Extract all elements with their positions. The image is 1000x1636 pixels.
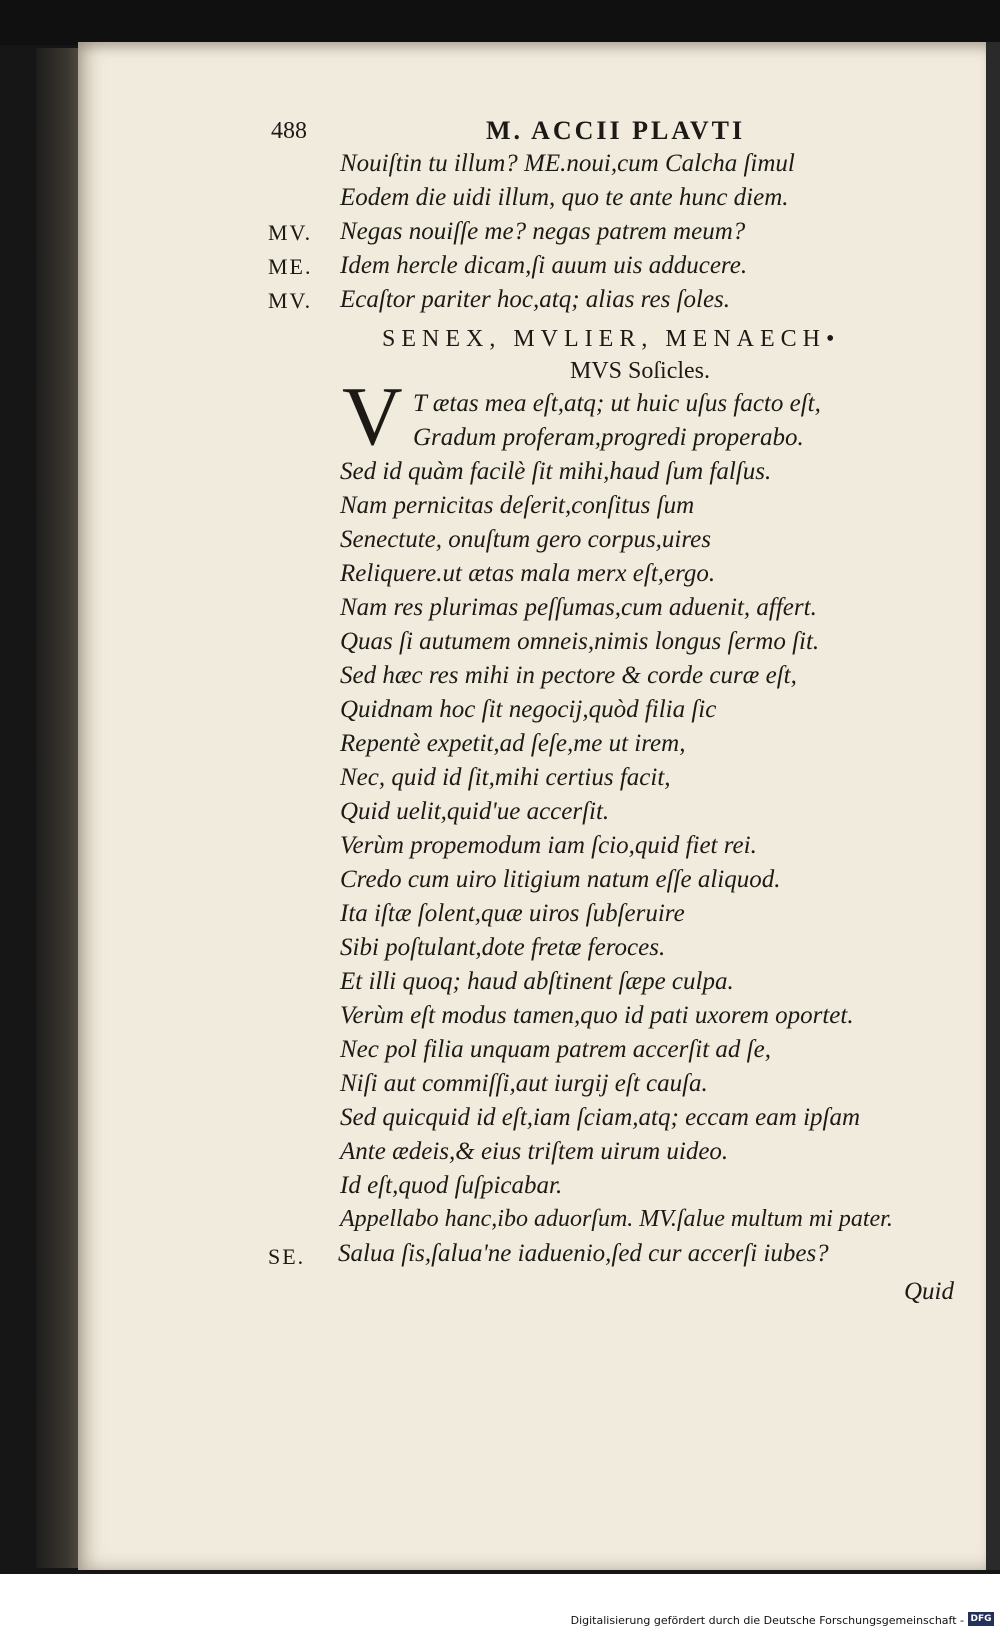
text-line: Negas nouiſſe me? negas patrem meum? xyxy=(340,218,746,245)
verse-line: Nec pol filia unquam patrem accerſit ad ſe, xyxy=(340,1036,771,1063)
text-line: Idem hercle dicam,ſi auum uis adducere. xyxy=(340,252,748,279)
catchword: Quid xyxy=(904,1278,954,1305)
drop-cap: V xyxy=(342,370,403,463)
verse-line: Verùm propemodum iam ſcio,quid fiet rei. xyxy=(340,832,757,859)
verse-line: Nam pernicitas deſerit,conſitus ſum xyxy=(340,492,695,519)
verse-line: Niſi aut commiſſi,aut iurgij eſt cauſa. xyxy=(340,1070,708,1097)
text-line: Nouiſtin tu illum? ME.noui,cum Calcha ſimul xyxy=(340,150,795,177)
speaker-label: MV. xyxy=(268,288,313,313)
verse-line: Et illi quoq; haud abſtinent ſæpe culpa. xyxy=(340,968,734,995)
scan-top-border xyxy=(0,0,1000,45)
scene-heading-continued: MVS Soſicles. xyxy=(570,358,711,384)
speaker-label: ME. xyxy=(268,254,313,279)
digitization-credit: Digitalisierung gefördert durch die Deutsche Forschungsgemeinschaft - xyxy=(570,1614,964,1627)
text-line: Ecaſtor pariter hoc,atq; alias res ſoles. xyxy=(340,286,731,313)
speaker-label: MV. xyxy=(268,220,313,245)
verse-line: Quid uelit,quid'ue accerſit. xyxy=(340,798,610,825)
verse-line: Ita iſtæ ſolent,quæ uiros ſubſeruire xyxy=(340,900,685,927)
verse-line: Senectute, onuſtum gero corpus,uires xyxy=(340,526,711,553)
verse-line: Quidnam hoc ſit negocij,quòd filia ſic xyxy=(340,696,717,723)
verse-line: Salua ſis,ſalua'ne iaduenio,ſed cur accerſi iubes? xyxy=(338,1240,829,1267)
verse-line: Id eſt,quod ſuſpicabar. xyxy=(340,1172,563,1199)
verse-line: Credo cum uiro litigium natum eſſe aliquod. xyxy=(340,866,781,893)
dfg-logo: DFG xyxy=(968,1612,994,1626)
verse-line: Sibi poſtulant,dote fretæ feroces. xyxy=(340,934,666,961)
verse-line: Appellabo hanc,ibo aduorſum. MV.ſalue multum mi pater. xyxy=(340,1206,893,1232)
scene-heading: SENEX, MVLIER, MENAECH• xyxy=(382,326,841,352)
verse-line: Sed hæc res mihi in pectore & corde curæ eſt, xyxy=(340,662,797,689)
verse-line: Quas ſi autumem omneis,nimis longus ſermo ſit. xyxy=(340,628,820,655)
verse-line: Repentè expetit,ad ſeſe,me ut irem, xyxy=(340,730,686,757)
page-number: 488 xyxy=(271,118,307,144)
speaker-label: SE. xyxy=(268,1244,306,1269)
verse-line: T ætas mea eſt,atq; ut huic uſus facto eſt, xyxy=(413,390,821,417)
verse-line: Sed quicquid id eſt,iam ſciam,atq; eccam eam ipſam xyxy=(340,1104,861,1131)
verse-line: Reliquere.ut ætas mala merx eſt,ergo. xyxy=(340,560,716,587)
verse-line: Ante ædeis,& eius triſtem uirum uideo. xyxy=(340,1138,729,1165)
verse-line: Gradum proferam,progredi properabo. xyxy=(413,424,804,451)
verse-line: Verùm eſt modus tamen,quo id pati uxorem oportet. xyxy=(340,1002,854,1029)
verse-line: Sed id quàm facilè ſit mihi,haud ſum falſus. xyxy=(340,458,772,485)
verse-line: Nec, quid id ſit,mihi certius facit, xyxy=(340,764,671,791)
book-right-edge xyxy=(986,42,1000,1570)
verse-line: Nam res plurimas peſſumas,cum aduenit, affert. xyxy=(340,594,817,621)
text-line: Eodem die uidi illum, quo te ante hunc diem. xyxy=(340,184,789,211)
running-title: M. ACCII PLAVTI xyxy=(486,116,746,145)
